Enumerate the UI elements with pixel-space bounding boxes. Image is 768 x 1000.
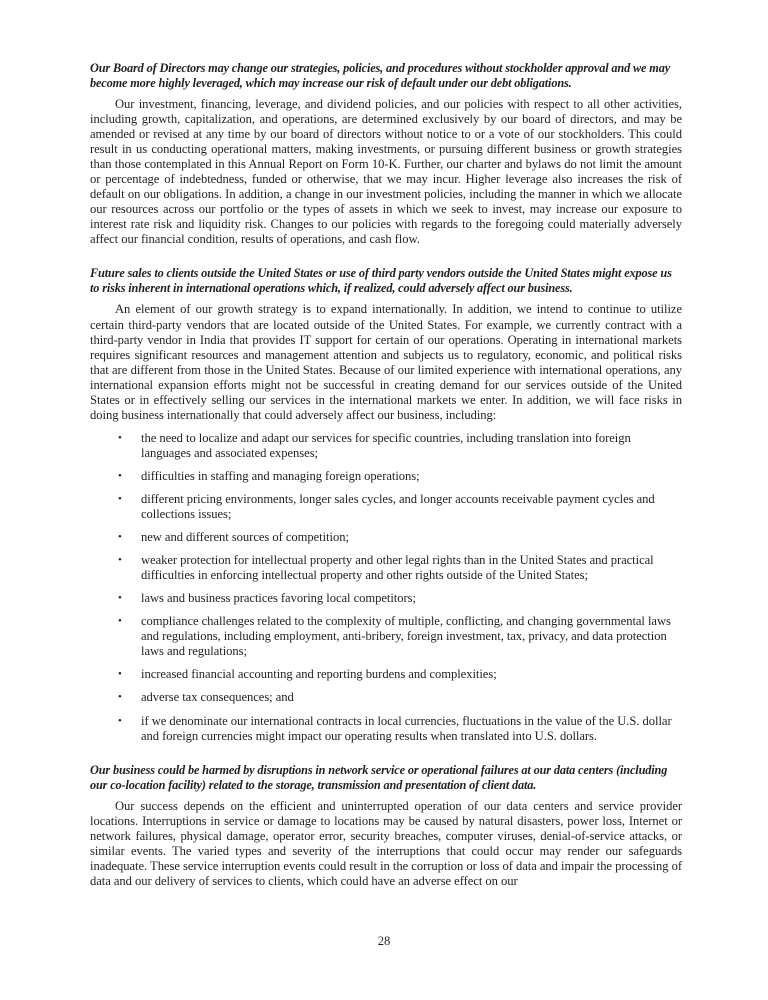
bullet-icon: • — [118, 615, 122, 628]
list-item-text: laws and business practices favoring local competitors; — [141, 591, 416, 606]
list-item-text: different pricing environments, longer sales cycles, and longer accounts receivable payment cycles and collections issues; — [141, 491, 655, 522]
bullet-icon: • — [118, 691, 122, 704]
risk-factor-board-policies — [90, 61, 682, 247]
bullet-icon: • — [118, 431, 122, 444]
list-item — [90, 492, 682, 522]
list-item-text: increased financial accounting and reporting burdens and complexities; — [141, 667, 497, 682]
list-item — [90, 690, 682, 705]
risk-factor-data-center-disruptions — [90, 763, 682, 889]
section-paragraph: Our investment, financing, leverage, and dividend policies, and our policies with respect to all other activities, including growth, capitalization, and operations, are determined exclusively by our board of directors, and may be amended or revised at any time by our board of directors without notice to or a vote of our stockholders. This could result in us conducting operational matters, making investments, or pursuing different business or growth strategies than those contemplated in this Annual Report on Form 10-K. Further, our charter and bylaws do not limit the amount or percentage of indebtedness, funded or otherwise, that we may incur. Higher leverage also increases the risk of default on our obligations. In addition, a change in our investment policies, including the manner in which we allocate our resources across our portfolio or the types of assets in which we seek to invest, may increase our exposure to interest rate risk and liquidity risk. Changes to our policies with regards to the foregoing could materially adversely affect our financial condition, results of operations, and cash flow. — [90, 97, 682, 247]
list-item-text: compliance challenges related to the complexity of multiple, conflicting, and changing governmental laws and regulations, including employment, anti-bribery, foreign investment, tax, privacy, and data protection laws and regulations; — [141, 614, 671, 659]
list-item — [90, 714, 682, 744]
section-heading: Our business could be harmed by disruptions in network service or operational failures at our data centers (including our co-location facility) related to the storage, transmission and presentation of client data. — [90, 762, 668, 792]
list-item — [90, 667, 682, 682]
section-heading: Our Board of Directors may change our strategies, policies, and procedures without stockholder approval and we may become more highly leveraged, which may increase our risk of default under our debt obligations. — [90, 61, 671, 90]
list-item-text: the need to localize and adapt our services for specific countries, including translation into foreign languages and associated expenses; — [141, 430, 631, 460]
bullet-icon: • — [118, 492, 122, 505]
bullet-icon: • — [118, 714, 122, 727]
list-item-text: weaker protection for intellectual property and other legal rights than in the United States and practical difficulties in enforcing intellectual property and other rights outside of the United States; — [141, 553, 654, 583]
bullet-icon: • — [118, 668, 122, 681]
bullet-icon: • — [118, 531, 122, 544]
list-item-text: adverse tax consequences; and — [141, 690, 294, 705]
risk-factor-international-operations — [90, 266, 682, 743]
list-item — [90, 530, 682, 545]
section-heading: Future sales to clients outside the United States or use of third party vendors outside the United States might expose us to risks inherent in international operations which, if realized, could adversely affect our business. — [90, 266, 672, 296]
bullet-icon: • — [118, 592, 122, 605]
list-item — [90, 469, 682, 484]
list-item-text: if we denominate our international contracts in local currencies, fluctuations in the value of the U.S. dollar and foreign currencies might impact our operating results when translated into U.S. dollars. — [141, 713, 672, 743]
list-item — [90, 614, 682, 659]
bullet-icon: • — [118, 554, 122, 567]
list-item — [90, 431, 682, 461]
bullet-list — [90, 431, 682, 744]
section-paragraph: An element of our growth strategy is to expand internationally. In addition, we intend to continue to utilize certain third-party vendors that are located outside of the United States. For example, we currently contract with a third-party vendor in India that provides IT support for certain of our operations. Operating in international markets requires significant resources and management attention and subjects us to regulatory, economic, and political risks that are different from those in the United States. Because of our limited experience with international operations, any international expansion efforts might not be successful in creating demand for our services outside of the United States or in effectively selling our services in the international markets we enter. In addition, we will face risks in doing business internationally that could adversely affect our business, including: — [90, 302, 682, 422]
section-paragraph: Our success depends on the efficient and uninterrupted operation of our data centers and service provider locations. Interruptions in service or damage to locations may be caused by natural disasters, power loss, Internet or network failures, physical damage, operator error, security breaches, computer viruses, denial-of-service attacks, or similar events. The varied types and severity of the interruptions that could occur may render our safeguards inadequate. These service interruption events could result in the corruption or loss of data and impair the processing of data and our delivery of services to clients, which could have an adverse effect on our — [90, 798, 682, 888]
list-item-text: difficulties in staffing and managing foreign operations; — [141, 468, 420, 483]
list-item — [90, 553, 682, 583]
list-item — [90, 591, 682, 606]
page-number: 28 — [377, 934, 391, 948]
list-item-text: new and different sources of competition; — [141, 530, 349, 545]
document-page — [90, 61, 682, 908]
bullet-icon: • — [118, 469, 122, 482]
